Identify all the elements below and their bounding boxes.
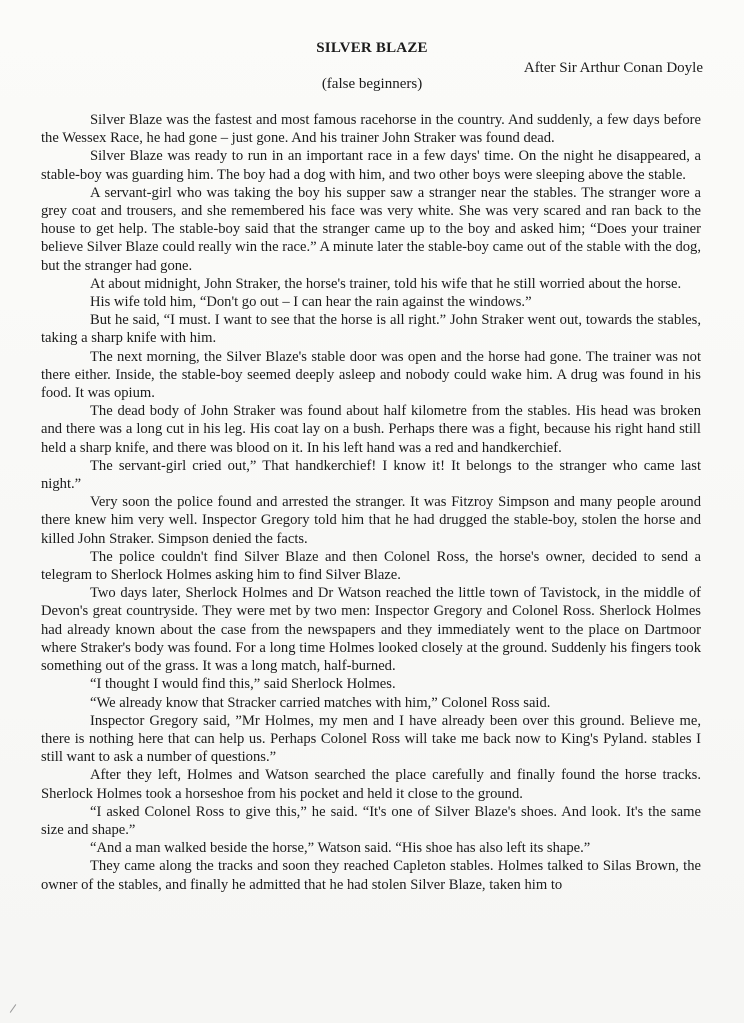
paragraph: A servant-girl who was taking the boy his supper saw a stranger near the stables. The stranger wore a grey coat and trousers, and she remembered his face was very white. She was very scared and ran back to the house to get help. The stable-boy said that the stranger came up to the boy and asked him; “Does your trainer believe Silver Blaze could really win the race.” A minute later the stable-boy came out of the stable with the dog, but the stranger had gone. [41,184,701,274]
story-body [41,111,701,894]
scan-mark [10,1004,17,1013]
paragraph: After they left, Holmes and Watson searched the place carefully and finally found the horse tracks. Sherlock Holmes took a horseshoe from his pocket and held it close to the ground. [41,767,701,802]
paragraph: But he said, “I must. I want to see that the horse is all right.” John Straker went out, towards the stables, taking a sharp knife with him. [41,312,701,347]
paragraph: The police couldn't find Silver Blaze and then Colonel Ross, the horse's owner, decided to send a telegram to Sherlock Holmes asking him to find Silver Blaze. [41,548,701,584]
paragraph: The next morning, the Silver Blaze's stable door was open and the horse had gone. The trainer was not there either. Inside, the stable-boy seemed deeply asleep and nobody could wake him. A drug was found in his food. It was opium. [41,348,701,402]
paragraph: Inspector Gregory said, ”Mr Holmes, my men and I have already been over this ground. Believe me, there is nothing here that can help us. Perhaps Colonel Ross will take me back now to King's Pyland. stables I still want to ask a number of questions.” [41,712,701,766]
paragraph: Very soon the police found and arrested the stranger. It was Fitzroy Simpson and many people around there knew him very well. Inspector Gregory told him that he had drugged the stable-boy, stolen the horse and killed John Straker. Simpson denied the facts. [41,494,701,547]
paragraph: “I asked Colonel Ross to give this,” he said. “It's one of Silver Blaze's shoes. And look. It's the same size and shape.” [41,803,701,838]
paragraph: They came along the tracks and soon they reached Capleton stables. Holmes talked to Silas Brown, the owner of the stables, and finally he admitted that he had stolen Silver Blaze, taken him to [41,858,701,893]
paragraph: The servant-girl cried out,” That handkerchief! I know it! It belongs to the stranger who came last night.” [41,457,701,493]
paragraph: “And a man walked beside the horse,” Watson said. “His shoe has also left its shape.” [90,840,591,857]
document-subtitle: (false beginners) [321,76,423,92]
author-byline: After Sir Arthur Conan Doyle [523,60,703,76]
paragraph: Silver Blaze was ready to run in an important race in a few days' time. On the night he disappeared, a stable-boy was guarding him. The boy had a dog with him, and two other boys were sleeping above the stable. [41,148,701,183]
paragraph: At about midnight, John Straker, the horse's trainer, told his wife that he still worried about the horse. [90,275,682,292]
document-title: SILVER BLAZE [316,40,428,56]
paragraph: “I thought I would find this,” said Sherlock Holmes. [90,676,396,693]
paragraph: Two days later, Sherlock Holmes and Dr Watson reached the little town of Tavistock, in the middle of Devon's great countryside. They were met by two men: Inspector Gregory and Colonel Ross. Sherlock Holmes had already known about the case from the newspapers and they immediately went to the place on Dartmoor where Straker's body was found. For a long time Holmes looked closely at the ground. Suddenly his fingers took something out of the grass. It was a long match, half-burned. [41,585,701,675]
paragraph: “We already know that Stracker carried matches with him,” Colonel Ross said. [90,694,551,711]
paragraph: Silver Blaze was the fastest and most famous racehorse in the country. And suddenly, a few days before the Wessex Race, he had gone – just gone. And his trainer John Straker was found dead. [41,112,701,147]
paragraph: The dead body of John Straker was found about half kilometre from the stables. His head was broken and there was a long cut in his leg. His coat lay on a bush. Perhaps there was a fight, because his right hand still held a sharp knife, and there was blood on it. In his left hand was a red and handkerchief. [41,403,701,456]
paragraph: His wife told him, “Don't go out – I can hear the rain against the windows.” [90,294,532,311]
